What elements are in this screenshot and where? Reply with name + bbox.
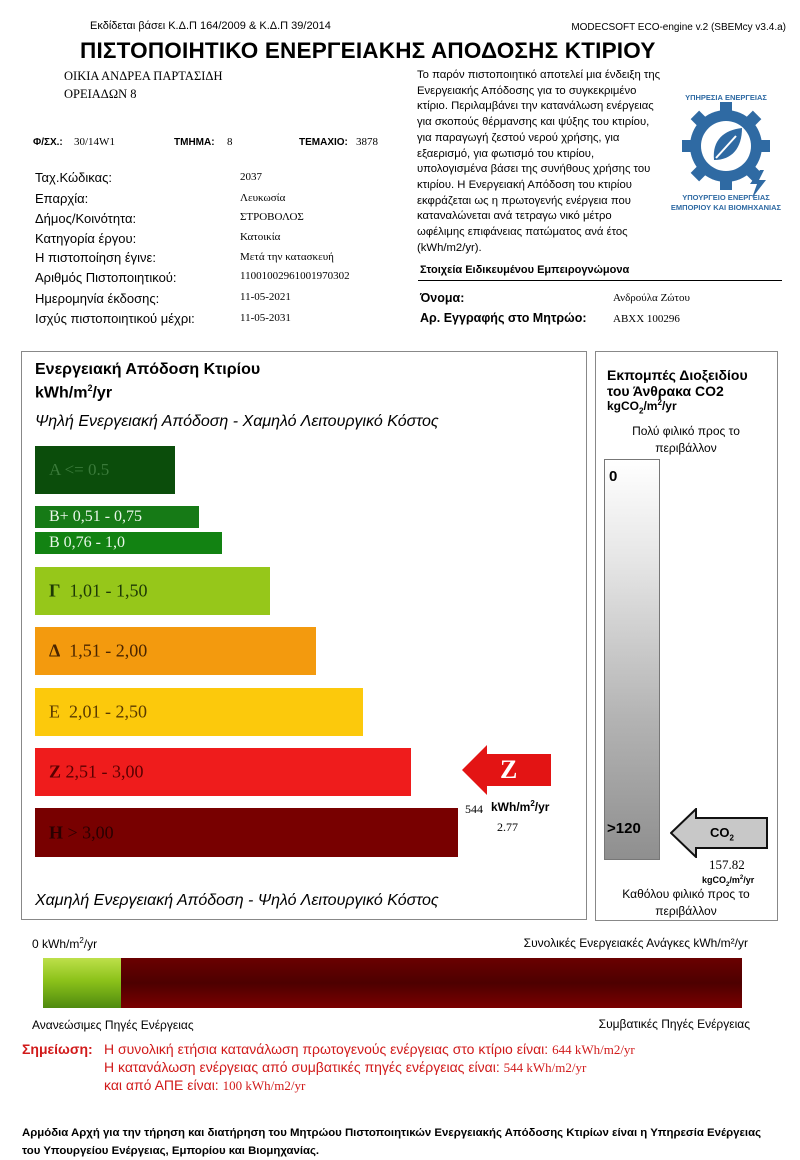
- mix-start-base: 0 kWh/m: [32, 937, 80, 951]
- rating-unit-sup: 2: [530, 799, 535, 808]
- energy-unit-tail: /yr: [92, 384, 113, 402]
- band-letter: Δ: [49, 640, 61, 661]
- mix-start-tail: /yr: [83, 937, 98, 951]
- energy-band-a: [35, 446, 175, 494]
- band-range: > 3,00: [67, 822, 114, 842]
- co2-value-unit-c: /yr: [743, 875, 755, 885]
- energy-band-e: [35, 688, 363, 736]
- issued-under-law: Εκδίδεται βάσει Κ.Δ.Π 164/2009 & Κ.Δ.Π 39/2014: [90, 20, 331, 32]
- band-range: 2,01 - 2,50: [69, 701, 147, 722]
- co2-unit-a: kgCO: [607, 399, 640, 413]
- conventional-label: Συμβατικές Πηγές Ενέργειας: [598, 1017, 750, 1031]
- plot-label: ΤΕΜΑΧΙΟ:: [299, 137, 348, 148]
- expert-name-label: Όνομα:: [420, 291, 465, 305]
- field-label: Αριθμός Πιστοποιητικού:: [35, 270, 177, 285]
- note-line-3-value: 100 kWh/m2/yr: [222, 1078, 306, 1093]
- co2-scale-max: >120: [607, 820, 641, 837]
- energy-panel-title-line-1: Ενεργειακή Απόδοση Κτιρίου: [35, 361, 261, 378]
- field-label: Η πιστοποίηση έγινε:: [35, 250, 156, 265]
- rating-ratio: 2.77: [497, 820, 518, 834]
- field-label: Ταχ.Κώδικας:: [35, 170, 112, 185]
- expert-registration-value: ΑΒΧΧ 100296: [613, 313, 680, 325]
- co2-title-line-2: του Άνθρακα CO2: [607, 383, 724, 399]
- field-label: Ισχύς πιστοποιητικού μέχρι:: [35, 311, 195, 326]
- co2-unit: [607, 398, 677, 415]
- note-line-1-text: Η συνολική ετήσια κατανάλωση πρωτογενούς ενέργειας στο κτίριο είναι:: [104, 1041, 549, 1057]
- logo-service-name: ΥΠΗΡΕΣΙΑ ΕΝΕΡΓΕΙΑΣ: [685, 93, 767, 102]
- note-line-2-text: Η κατανάλωση ενέργειας από συμβατικές πηγές ενέργειας είναι:: [104, 1059, 500, 1075]
- co2-unit-c: /yr: [661, 399, 677, 413]
- band-letter: Ε: [49, 701, 60, 722]
- co2-unit-b: /m: [643, 399, 658, 413]
- co2-value-unit-sup: 2: [739, 875, 744, 881]
- mix-scale-start: [32, 936, 97, 951]
- sheet-value: 30/14W1: [74, 136, 115, 148]
- co2-value-unit-b: /m: [729, 875, 740, 885]
- energy-unit-sup: 2: [87, 383, 93, 393]
- rating-unit-base: kWh/m: [491, 800, 531, 814]
- plot-value: 3878: [356, 136, 378, 148]
- field-label: Δήμος/Κοινότητα:: [35, 211, 137, 226]
- rating-unit-tail: /yr: [534, 800, 550, 814]
- conventional-segment: [121, 958, 742, 1008]
- rating-unit: [491, 799, 549, 814]
- co2-unfriendly-label: Καθόλου φιλικό προς το περιβάλλον: [622, 887, 750, 918]
- co2-arrow-label-base: CO: [710, 825, 730, 840]
- energy-band-b-plus: [35, 506, 199, 528]
- band-letter: B+: [49, 508, 69, 525]
- field-value: Μετά την κατασκευή: [240, 251, 334, 263]
- section-value: 8: [227, 136, 233, 148]
- note-line-3: [104, 1077, 305, 1094]
- co2-unit-sup: 2: [657, 398, 662, 407]
- logo-ministry-line-1: ΥΠΟΥΡΓΕΙΟ ΕΝΕΡΓΕΙΑΣ: [682, 193, 770, 202]
- band-label: [49, 460, 109, 480]
- energy-band-c: [35, 567, 270, 615]
- address-line-2: ΟΡΕΙΑΔΩΝ 8: [64, 87, 137, 101]
- energy-band-z: [35, 748, 411, 796]
- band-range: 0,76 - 1,0: [63, 534, 125, 551]
- band-range: 1,01 - 1,50: [69, 580, 148, 601]
- co2-title: [607, 367, 748, 399]
- competent-authority-text: Αρμόδια Αρχή για την τήρηση και διατήρηση του Μητρώου Πιστοποιητικών Ενεργειακής Απόδοσης Κτιρίων είναι η Υπηρεσία Ενέργειας του Υπουργείου Ενέργειας, Εμπορίου και Βιομηχανίας.: [22, 1127, 762, 1157]
- energy-band-d: [35, 627, 316, 675]
- note-line-2-value: 544 kWh/m2/yr: [503, 1060, 587, 1075]
- band-label: [49, 641, 147, 662]
- co2-title-line-1: Εκπομπές Διοξειδίου: [607, 367, 748, 383]
- co2-scale-min: 0: [609, 468, 618, 485]
- band-label: [49, 702, 147, 723]
- band-letter: Γ: [49, 580, 61, 601]
- co2-friendly-label: Πολύ φιλικό προς το περιβάλλον: [632, 424, 740, 455]
- note-line-1-value: 644 kWh/m2/yr: [552, 1042, 635, 1057]
- note-title: Σημείωση:: [22, 1041, 93, 1057]
- co2-arrow-label: [710, 825, 734, 843]
- band-label: [49, 534, 125, 552]
- band-letter: A: [49, 460, 61, 479]
- note-line-3-text: και από ΑΠΕ είναι:: [104, 1077, 219, 1093]
- band-range: 0,51 - 0,75: [72, 508, 143, 525]
- field-value: 11-05-2031: [240, 312, 291, 324]
- sheet-label: Φ/ΣΧ.:: [33, 137, 63, 148]
- intro-text: Το παρόν πιστοποιητικό αποτελεί μια ένδειξη της Ενεργειακής Απόδοσης για το συγκεκριμένο κτίριο. Περιλαμβάνει την κατανάλωση ενέργειας για σκοπούς θέρμανσης και ψύξης του κτιρίου, για παραγωγή ζεστού νερού χρήσης, για εξαερισμό, για φωτισμό του κτιρίου, υπολογισμένα βάσει της συνήθους χρήσης του κτιρίου. Η Ενεργειακή Απόδοση του κτιρίου εκφράζεται ως η πρωτογενής ενέργεια που καταναλώνεται ανά τετραγω νικό μέτρο ωφέλιμης επιφάνειας πατώματος ανά έτος (kWh/m2/yr).: [417, 69, 661, 254]
- field-value: 11-05-2021: [240, 291, 291, 303]
- band-letter: B: [49, 534, 60, 551]
- expert-name-value: Ανδρούλα Ζώτου: [613, 292, 690, 304]
- field-value: 11001002961001970302: [240, 270, 350, 282]
- co2-value-unit-a: kgCO: [702, 875, 727, 885]
- page-title: ΠΙΣΤΟΠΟΙΗΤΙΚΟ ΕΝΕΡΓΕΙΑΚΗΣ ΑΠΟΔΟΣΗΣ ΚΤΙΡΙΟΥ: [80, 38, 656, 63]
- field-value: Λευκωσία: [240, 192, 286, 204]
- band-range: 1,51 - 2,00: [69, 640, 148, 661]
- address-line-1: ΟΙΚΙΑ ΑΝΔΡΕΑ ΠΑΡΤΑΣΙΔΗ: [64, 69, 223, 83]
- logo-ministry-name: [654, 193, 798, 213]
- mix-start-sup: 2: [79, 936, 84, 945]
- expert-section-title: Στοιχεία Ειδικευμένου Εμπειρογνώμονα: [420, 264, 630, 276]
- field-value: ΣΤΡΟΒΟΛΟΣ: [240, 211, 304, 223]
- expert-registration-label: Αρ. Εγγραφής στο Μητρώο:: [420, 311, 587, 325]
- energy-band-b: [35, 532, 222, 554]
- low-performance-caption: Χαμηλή Ενεργειακή Απόδοση - Ψηλό Λειτουργικό Κόστος: [35, 892, 439, 909]
- field-label: Επαρχία:: [35, 191, 89, 206]
- co2-value-unit-sub: 2: [726, 881, 730, 888]
- logo-ministry-line-2: ΕΜΠΟΡΙΟΥ ΚΑΙ ΒΙΟΜΗΧΑΝΙΑΣ: [670, 203, 782, 212]
- band-label: [49, 822, 114, 843]
- expert-divider: [418, 280, 782, 281]
- rating-value: 544: [465, 802, 483, 816]
- mix-total-needs-label: Συνολικές Ενεργειακές Ανάγκες kWh/m²/yr: [523, 936, 748, 950]
- band-label: [49, 581, 147, 602]
- field-label: Ημερομηνία έκδοσης:: [35, 291, 160, 306]
- energy-panel-unit: [35, 379, 260, 402]
- section-label: ΤΜΗΜΑ:: [174, 137, 215, 148]
- rating-letter: Z: [500, 755, 518, 784]
- co2-scale-bar: [604, 459, 660, 860]
- renewable-label: Ανανεώσιμες Πηγές Ενέργειας: [32, 1018, 194, 1032]
- co2-value: 157.82: [709, 857, 745, 872]
- energy-mix-bar: [43, 958, 742, 1008]
- co2-arrow-label-sub: 2: [729, 833, 734, 843]
- energy-unit-base: kWh/m: [35, 384, 88, 402]
- note-line-1: [104, 1041, 635, 1058]
- co2-unit-sub: 2: [639, 406, 644, 416]
- renewable-segment: [43, 958, 121, 1008]
- band-label: [49, 762, 144, 783]
- field-label: Κατηγορία έργου:: [35, 231, 137, 246]
- field-value: Κατοικία: [240, 231, 281, 243]
- band-range: 2,51 - 3,00: [65, 761, 144, 782]
- field-value: 2037: [240, 171, 262, 183]
- energy-band-h: [35, 808, 458, 857]
- band-letter: Η: [49, 822, 64, 842]
- software-engine: MODECSOFT ECO-engine v.2 (SBEMcy v3.4.a): [571, 22, 786, 33]
- note-line-2: [104, 1059, 586, 1076]
- band-range: <= 0.5: [64, 460, 110, 479]
- high-performance-caption: Ψηλή Ενεργειακή Απόδοση - Χαμηλό Λειτουργικό Κόστος: [35, 413, 439, 430]
- energy-panel-title: [35, 360, 260, 402]
- band-label: [49, 508, 142, 526]
- band-letter: Ζ: [49, 761, 62, 782]
